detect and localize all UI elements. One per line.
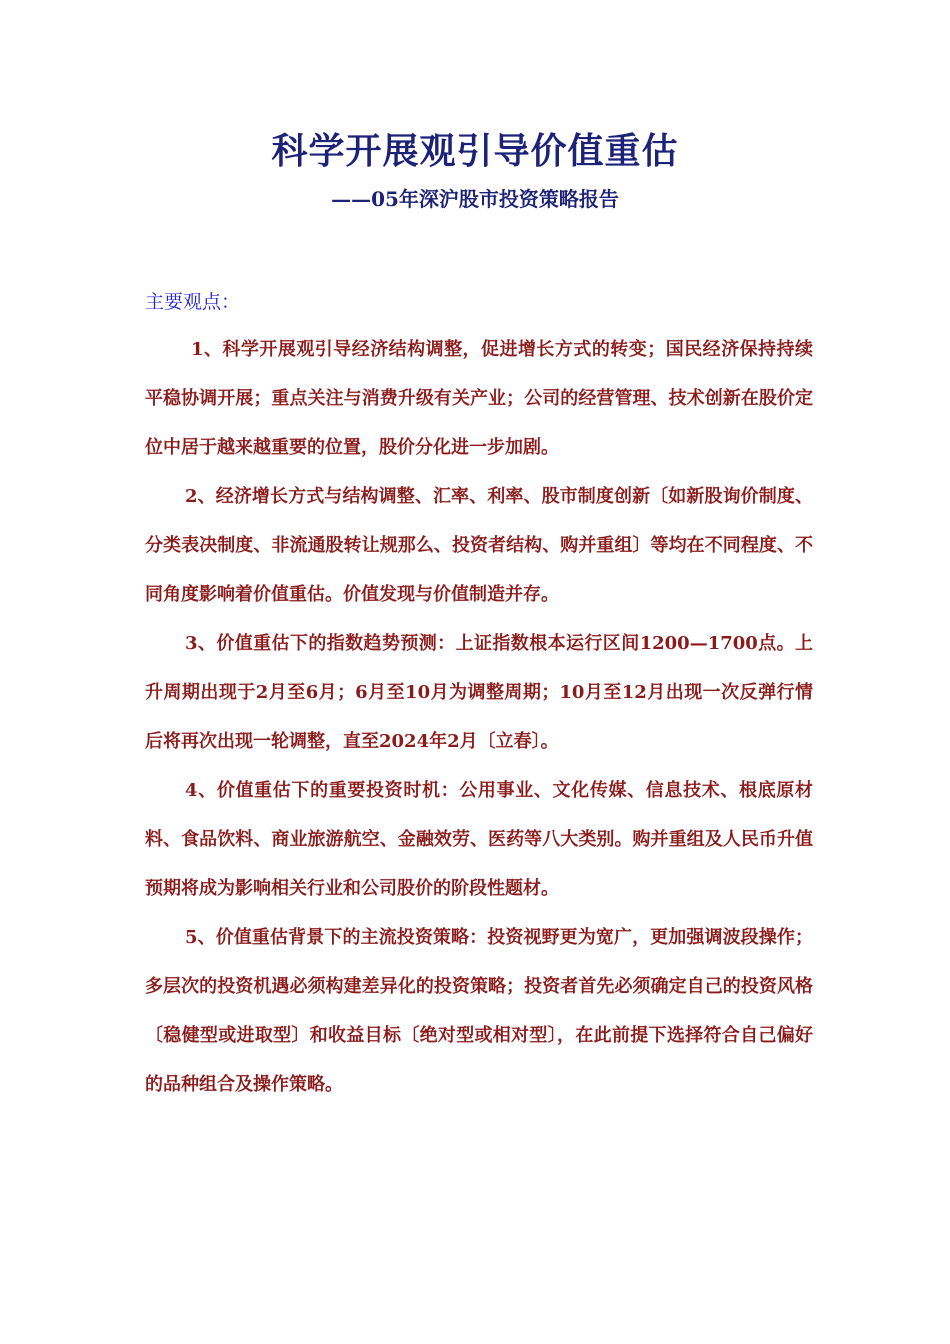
key-point-2: 2、经济增长方式与结构调整、汇率、利率、股市制度创新〔如新股询价制度、分类表决制度、非流通股转让规那么、投资者结构、购并重组〕等均在不同程度、不同角度影响着价值重估。价值发现与价值制造并存。: [145, 486, 813, 605]
document-title: 科学开展观引导价值重估: [271, 131, 679, 172]
key-point-1: 1、科学开展观引导经济结构调整，促进增长方式的转变；国民经济保持持续平稳协调开展；重点关注与消费升级有关产业；公司的经营管理、技术创新在股价定位中居于越来越重要的位置，股价分化进一步加剧。: [145, 339, 813, 458]
document-subtitle: ——05年深沪股市投资策略报告: [331, 187, 619, 211]
key-point-5: 5、价值重估背景下的主流投资策略：投资视野更为宽广，更加强调波段操作；多层次的投资机遇必须构建差异化的投资策略；投资者首先必须确定自己的投资风格〔稳健型或进取型〕和收益目标〔绝对型或相对型〕，在此前提下选择符合自己偏好的品种组合及操作策略。: [145, 927, 813, 1095]
key-point-3: 3、价值重估下的指数趋势预测：上证指数根本运行区间1200—1700点。上升周期出现于2月至6月；6月至10月为调整周期；10月至12月出现一次反弹行情后将再次出现一轮调整，直至2024年2月〔立春〕。: [145, 633, 813, 752]
key-points-list: [145, 325, 813, 1109]
section-heading: 主要观点：: [145, 291, 241, 313]
key-point-4: 4、价值重估下的重要投资时机：公用事业、文化传媒、信息技术、根底原材料、食品饮料、商业旅游航空、金融效劳、医药等八大类别。购并重组及人民币升值预期将成为影响相关行业和公司股价的阶段性题材。: [145, 780, 813, 899]
